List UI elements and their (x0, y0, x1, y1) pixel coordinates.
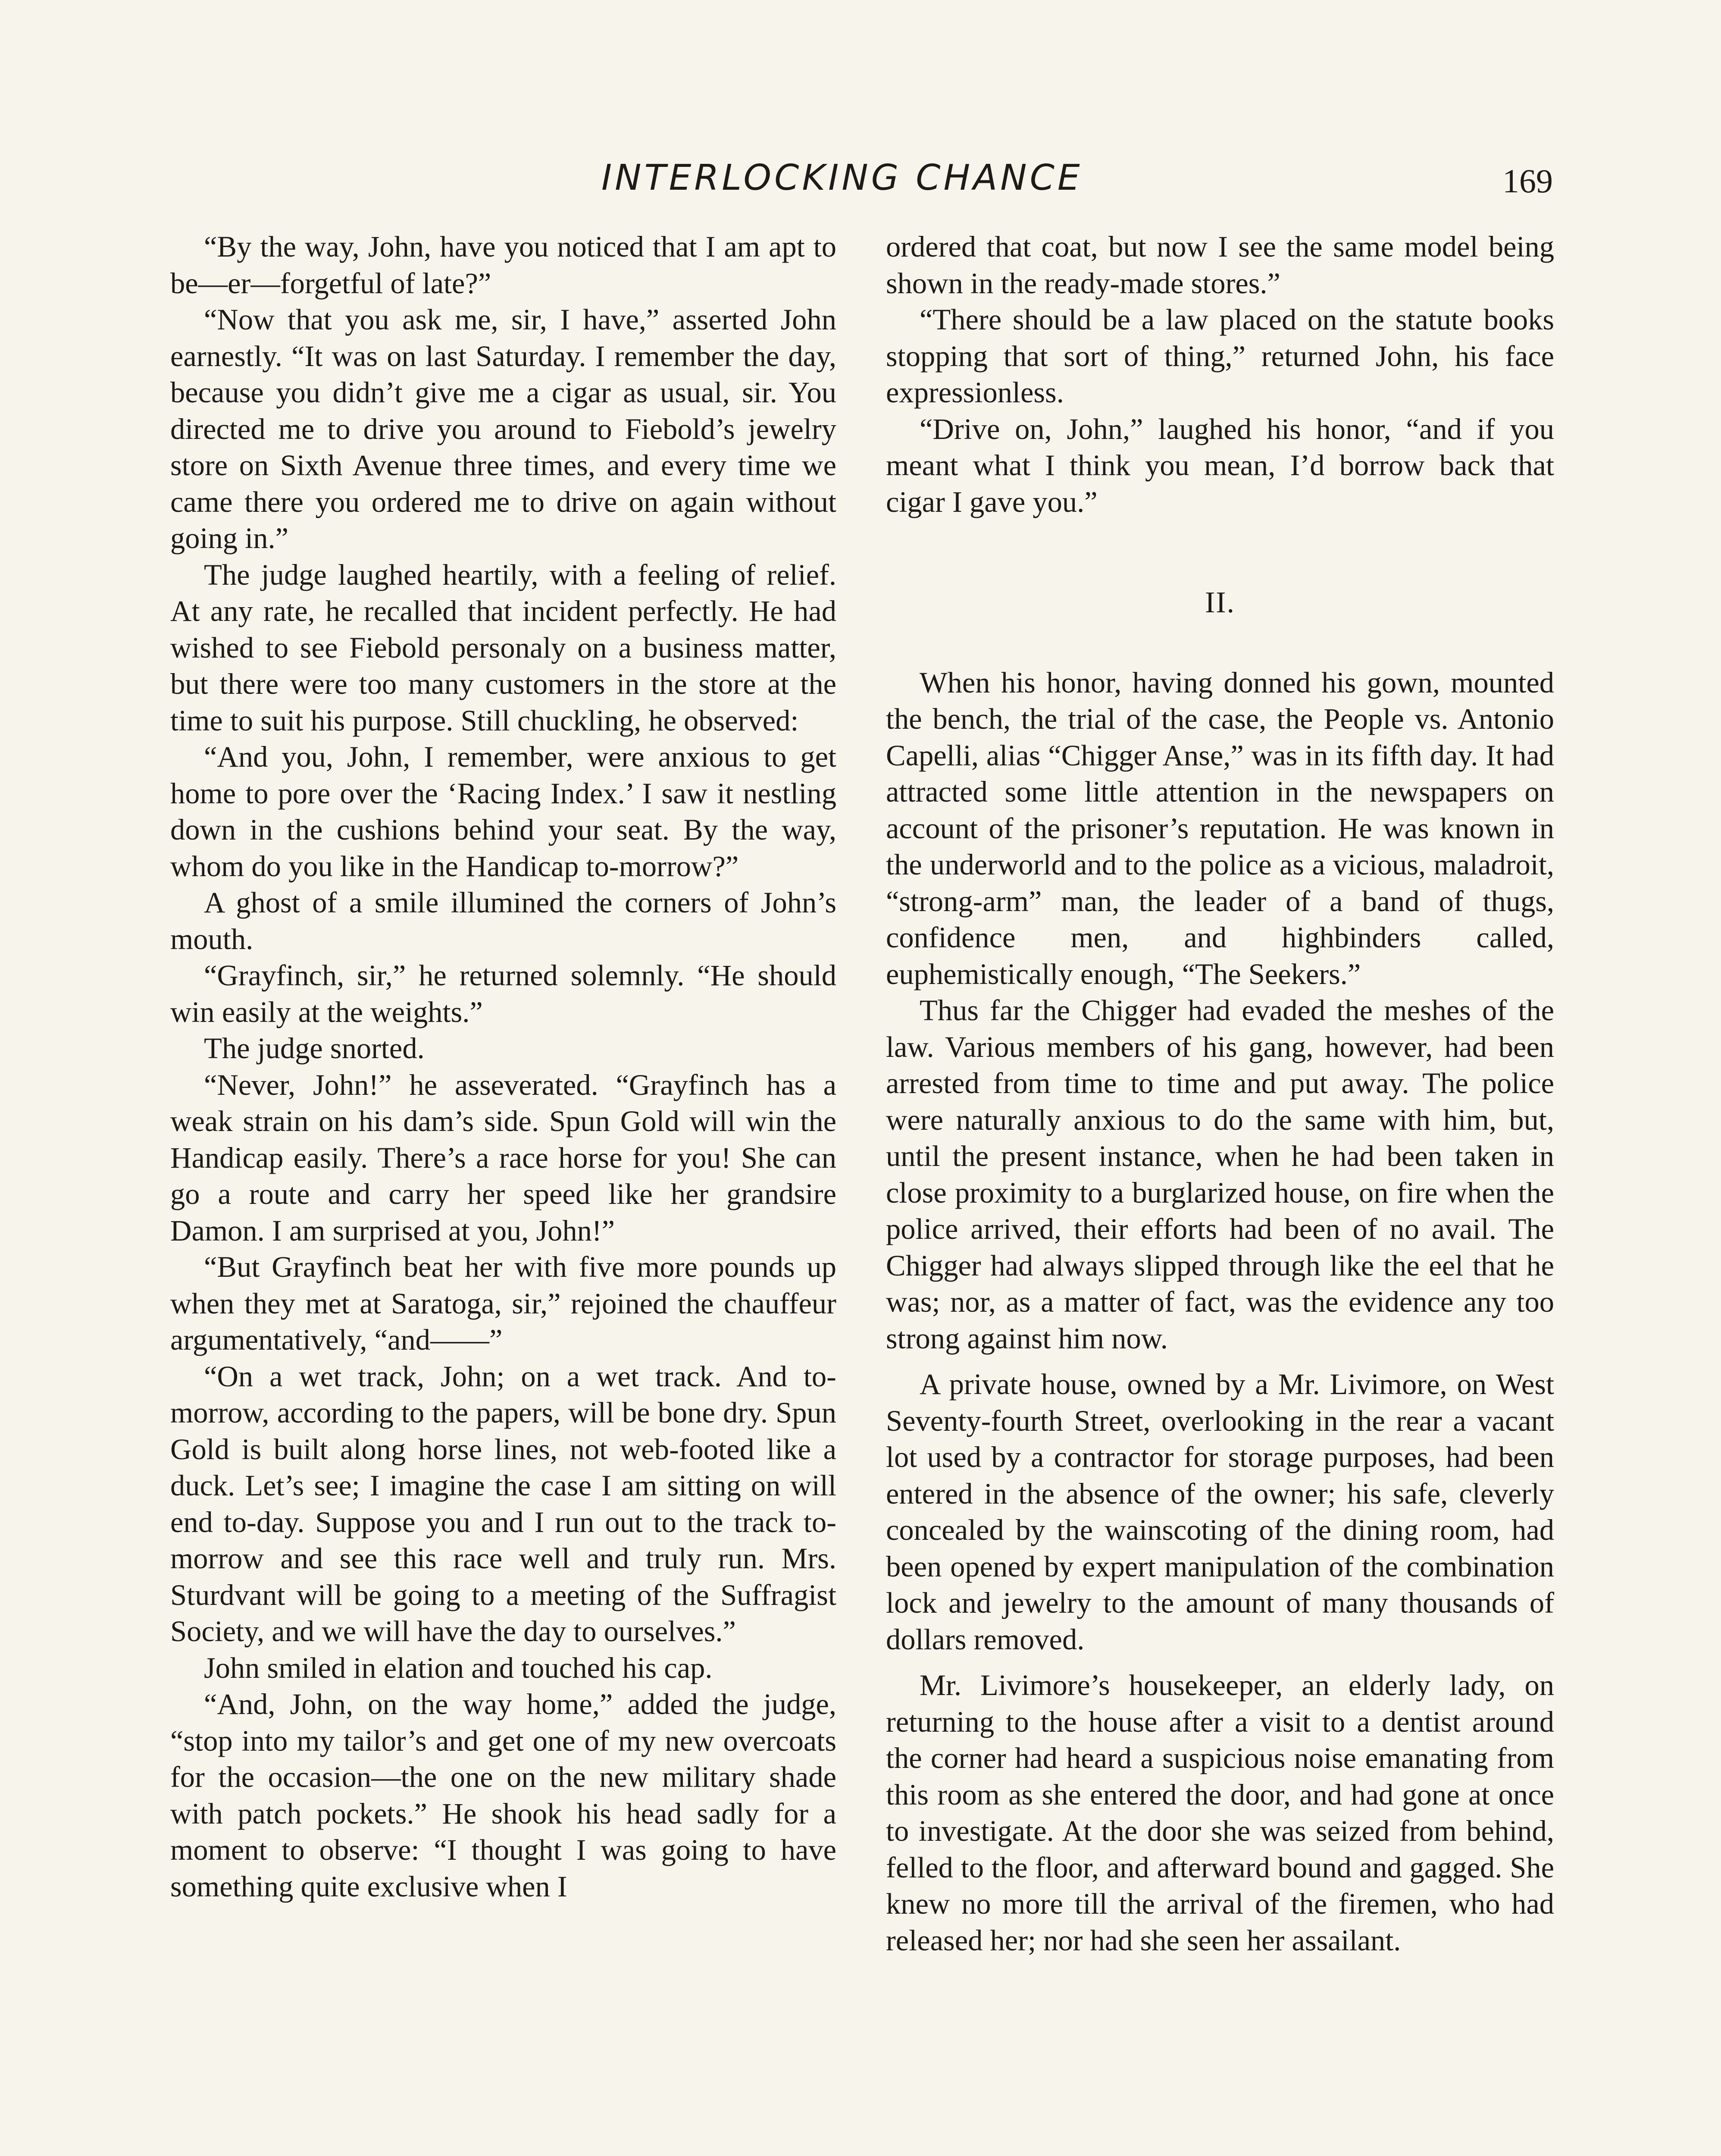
paragraph: “Now that you ask me, sir, I have,” asserted John earnestly. “It was on last Saturday. I remember the day, because you didn’t give me a cigar as usual, sir. You directed me to drive you around to Fiebold’s jewelry store on Sixth Avenue three times, and every time we came there you ordered me to drive on again without going in.” (170, 303, 836, 555)
left-column (170, 229, 836, 1905)
right-column (886, 229, 1554, 1959)
paragraph: John smiled in elation and touched his cap. (204, 1651, 713, 1684)
paragraph: “And you, John, I remember, were anxious to get home to pore over the ‘Racing Index.’ I saw it nestling down in the cushions behind your seat. By the way, whom do you like in the Handicap to-morrow?” (170, 740, 836, 883)
paragraph-continuation: ordered that coat, but now I see the same model being shown in the ready-made stores.” (886, 230, 1554, 300)
paragraph: When his honor, having donned his gown, mounted the bench, the trial of the case, the People vs. Antonio Capelli, alias “Chigger Anse,” was in its fifth day. It had attracted some little attention in the newspapers on account of the prisoner’s reputation. He was known in the underworld and to the police as a vicious, maladroit, “strong-arm” man, the leader of a band of thugs, confidence men, and highbinders called, euphemistically enough, “The Seekers.” (886, 666, 1554, 990)
paragraph: A ghost of a smile illumined the corners of John’s mouth. (170, 886, 836, 956)
paragraph: “Grayfinch, sir,” he returned solemnly. “He should win easily at the weights.” (170, 959, 836, 1028)
paragraph: “But Grayfinch beat her with five more pounds up when they met at Saratoga, sir,” rejoined the chauffeur argumentatively, “and——” (170, 1250, 836, 1356)
page-number: 169 (1502, 162, 1553, 200)
paragraph: “There should be a law placed on the statute books stopping that sort of thing,” returned John, his face expressionless. (886, 303, 1554, 409)
paragraph: “And, John, on the way home,” added the judge, “stop into my tailor’s and get one of my new overcoats for the occasion—the one on the new military shade with patch pockets.” He shook his head sadly for a moment to observe: “I thought I was going to have something quite exclusive when I (170, 1688, 836, 1903)
page-header (0, 149, 1721, 209)
paragraph: The judge laughed heartily, with a feeling of relief. At any rate, he recalled that incident perfectly. He had wished to see Fiebold personaly on a business matter, but there were too many customers in the store at the time to suit his purpose. Still chuckling, he observed: (170, 558, 836, 737)
paragraph: “On a wet track, John; on a wet track. And to-morrow, according to the papers, will be bone dry. Spun Gold is built along horse lines, not web-footed like a duck. Let’s see; I imagine the case I am sitting on will end to-day. Suppose you and I run out to the track to-morrow and see this race well and truly run. Mrs. Sturdvant will be going to a meeting of the Suffragist Society, and we will have the day to ourselves.” (170, 1360, 836, 1648)
paragraph: A private house, owned by a Mr. Livimore, on West Seventy-fourth Street, overlooking in the rear a vacant lot used by a contractor for storage purposes, had been entered in the absence of the owner; his safe, cleverly concealed by the wainscoting of the dining room, had been opened by expert manipulation of the combination lock and jewelry to the amount of many thousands of dollars removed. (886, 1368, 1554, 1656)
paragraph: “Never, John!” he asseverated. “Grayfinch has a weak strain on his dam’s side. Spun Gold will win the Handicap easily. There’s a race horse for you! She can go a route and carry her speed like her grandsire Damon. I am surprised at you, John!” (170, 1068, 836, 1247)
paragraph: “By the way, John, have you noticed that I am apt to be—er—forgetful of late?” (170, 230, 836, 300)
paragraph: The judge snorted. (204, 1032, 425, 1065)
paragraph: Thus far the Chigger had evaded the meshes of the law. Various members of his gang, however, had been arrested from time to time and put away. The police were naturally anxious to do the same with him, but, until the present instance, when he had been taken in close proximity to a burglarized house, on fire when the police arrived, their efforts had been of no avail. The Chigger had always slipped through like the eel that he was; nor, as a matter of fact, was the evidence any too strong against him now. (886, 994, 1554, 1355)
paragraph: “Drive on, John,” laughed his honor, “and if you meant what I think you mean, I’d borrow back that cigar I gave you.” (886, 412, 1554, 518)
section-heading: II. (1205, 586, 1236, 619)
running-title: INTERLOCKING CHANCE (601, 157, 1083, 198)
paragraph: Mr. Livimore’s housekeeper, an elderly lady, on returning to the house after a visit to a dentist around the corner had heard a suspicious noise emanating from this room as she entered the door, and had gone at once to investigate. At the door she was seized from behind, felled to the floor, and afterward bound and gagged. She knew no more till the arrival of the firemen, who had released her; nor had she seen her assailant. (886, 1669, 1554, 1957)
